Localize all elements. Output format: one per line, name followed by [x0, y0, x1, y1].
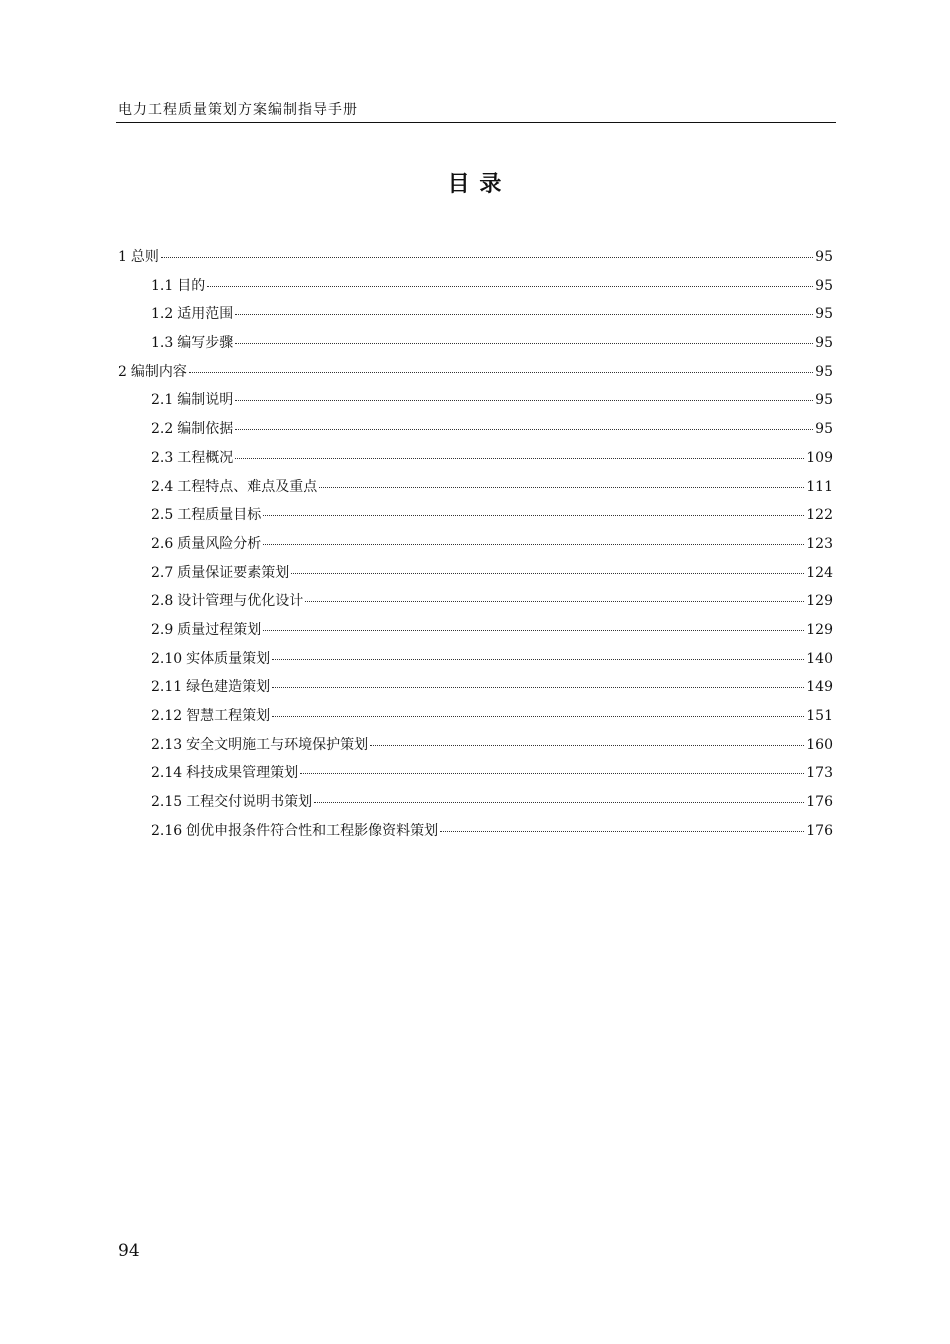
toc-entry[interactable] [118, 358, 833, 387]
toc-dot-leader [189, 372, 813, 373]
toc-entry-number: 2.3 [151, 449, 174, 466]
toc-entry-number: 2.12 [151, 708, 183, 724]
toc-entry-page: 124 [806, 564, 833, 581]
table-of-contents [118, 243, 833, 845]
toc-entry-number: 1.1 [151, 277, 174, 294]
toc-dot-leader [314, 802, 804, 803]
toc-entry-label: 质量过程策划 [177, 621, 262, 638]
toc-entry-label: 智慧工程策划 [186, 708, 271, 724]
toc-entry-label: 绿色建造策划 [186, 679, 271, 696]
toc-entry[interactable] [118, 587, 833, 616]
toc-entry[interactable] [118, 817, 833, 846]
toc-entry-number: 2.11 [151, 679, 183, 696]
toc-entry[interactable] [118, 444, 833, 473]
toc-entry-number: 2.9 [151, 621, 174, 638]
toc-entry-number: 2.14 [151, 765, 183, 782]
toc-entry-page: 95 [815, 335, 833, 352]
toc-entry-label: 安全文明施工与环境保护策划 [186, 736, 369, 753]
toc-entry-label: 质量风险分析 [177, 535, 262, 552]
toc-entry-label: 编制内容 [130, 363, 187, 380]
toc-dot-leader [235, 400, 813, 401]
toc-dot-leader [272, 716, 804, 717]
toc-entry-label: 工程质量目标 [177, 507, 262, 524]
toc-entry-number: 2.8 [151, 593, 174, 610]
toc-entry[interactable] [118, 616, 833, 645]
toc-entry-number: 2.5 [151, 507, 174, 524]
toc-dot-leader [440, 831, 804, 832]
toc-entry-page: 95 [815, 277, 833, 294]
toc-title: 目 录 [447, 172, 503, 197]
toc-entry[interactable] [118, 530, 833, 559]
toc-entry-page: 151 [806, 708, 833, 724]
toc-entry-number: 2.15 [151, 794, 183, 811]
toc-entry-number: 2.13 [151, 736, 183, 753]
toc-entry-label: 工程概况 [177, 449, 234, 466]
toc-entry-number: 1 [118, 249, 127, 265]
toc-entry-label: 设计管理与优化设计 [177, 593, 304, 610]
toc-entry-number: 2 [118, 363, 127, 380]
toc-dot-leader [235, 314, 813, 315]
toc-dot-leader [235, 343, 813, 344]
toc-entry[interactable] [118, 759, 833, 788]
toc-entry[interactable] [118, 673, 833, 702]
toc-entry-page: 140 [806, 650, 833, 667]
toc-dot-leader [300, 773, 804, 774]
toc-entry-page: 123 [806, 535, 833, 552]
toc-dot-leader [207, 286, 813, 287]
toc-entry[interactable] [118, 243, 833, 272]
toc-dot-leader [272, 659, 804, 660]
toc-dot-leader [161, 257, 813, 258]
header-rule [116, 122, 836, 123]
toc-entry-label: 工程特点、难点及重点 [177, 478, 318, 495]
toc-dot-leader [235, 429, 813, 430]
toc-entry-number: 2.7 [151, 564, 174, 581]
toc-entry-page: 95 [815, 392, 833, 409]
toc-entry[interactable] [118, 329, 833, 358]
toc-entry-number: 1.2 [151, 306, 174, 323]
toc-entry[interactable] [118, 501, 833, 530]
toc-entry-page: 109 [806, 449, 833, 466]
toc-entry[interactable] [118, 473, 833, 502]
toc-entry-label: 科技成果管理策划 [186, 765, 299, 782]
toc-entry[interactable] [118, 702, 833, 731]
toc-dot-leader [272, 687, 804, 688]
toc-entry-page: 95 [815, 363, 833, 380]
toc-entry-label: 工程交付说明书策划 [186, 794, 313, 811]
toc-dot-leader [263, 630, 804, 631]
toc-entry-page: 122 [806, 507, 833, 524]
toc-entry-page: 149 [806, 679, 833, 696]
toc-dot-leader [291, 573, 804, 574]
toc-entry-page: 111 [806, 478, 833, 495]
toc-entry[interactable] [118, 559, 833, 588]
toc-entry[interactable] [118, 272, 833, 301]
toc-entry[interactable] [118, 788, 833, 817]
toc-entry[interactable] [118, 645, 833, 674]
toc-entry-label: 编制说明 [177, 392, 234, 409]
toc-entry-label: 目的 [177, 277, 206, 294]
toc-entry-number: 2.10 [151, 650, 183, 667]
toc-entry-number: 2.4 [151, 478, 174, 495]
toc-entry[interactable] [118, 415, 833, 444]
toc-entry[interactable] [118, 386, 833, 415]
toc-entry-label: 编制依据 [177, 421, 234, 438]
toc-entry-label: 编写步骤 [177, 335, 234, 352]
toc-entry-number: 2.1 [151, 392, 174, 409]
toc-entry-page: 176 [806, 794, 833, 811]
running-header: 电力工程质量策划方案编制指导手册 [118, 102, 358, 118]
toc-entry-label: 适用范围 [177, 306, 234, 323]
toc-entry-page: 160 [806, 736, 833, 753]
toc-entry-number: 2.6 [151, 535, 174, 552]
toc-entry-page: 95 [815, 306, 833, 323]
toc-entry-page: 129 [806, 593, 833, 610]
toc-entry-label: 质量保证要素策划 [177, 564, 290, 581]
toc-entry-page: 176 [806, 822, 833, 839]
toc-dot-leader [305, 601, 804, 602]
toc-dot-leader [235, 458, 804, 459]
page-number: 94 [118, 1241, 140, 1261]
toc-entry-label: 实体质量策划 [186, 650, 271, 667]
toc-dot-leader [263, 544, 804, 545]
toc-dot-leader [263, 515, 804, 516]
toc-entry-label: 总则 [130, 249, 159, 265]
toc-entry-label: 创优申报条件符合性和工程影像资料策划 [186, 822, 439, 839]
toc-entry-number: 1.3 [151, 335, 174, 352]
toc-entry-number: 2.16 [151, 822, 183, 839]
toc-entry[interactable] [118, 731, 833, 760]
toc-entry-page: 173 [806, 765, 833, 782]
toc-entry-number: 2.2 [151, 421, 174, 438]
toc-entry-page: 95 [815, 249, 833, 265]
toc-entry[interactable] [118, 300, 833, 329]
toc-dot-leader [370, 745, 804, 746]
toc-entry-page: 95 [815, 421, 833, 438]
toc-dot-leader [319, 487, 804, 488]
toc-entry-page: 129 [806, 621, 833, 638]
